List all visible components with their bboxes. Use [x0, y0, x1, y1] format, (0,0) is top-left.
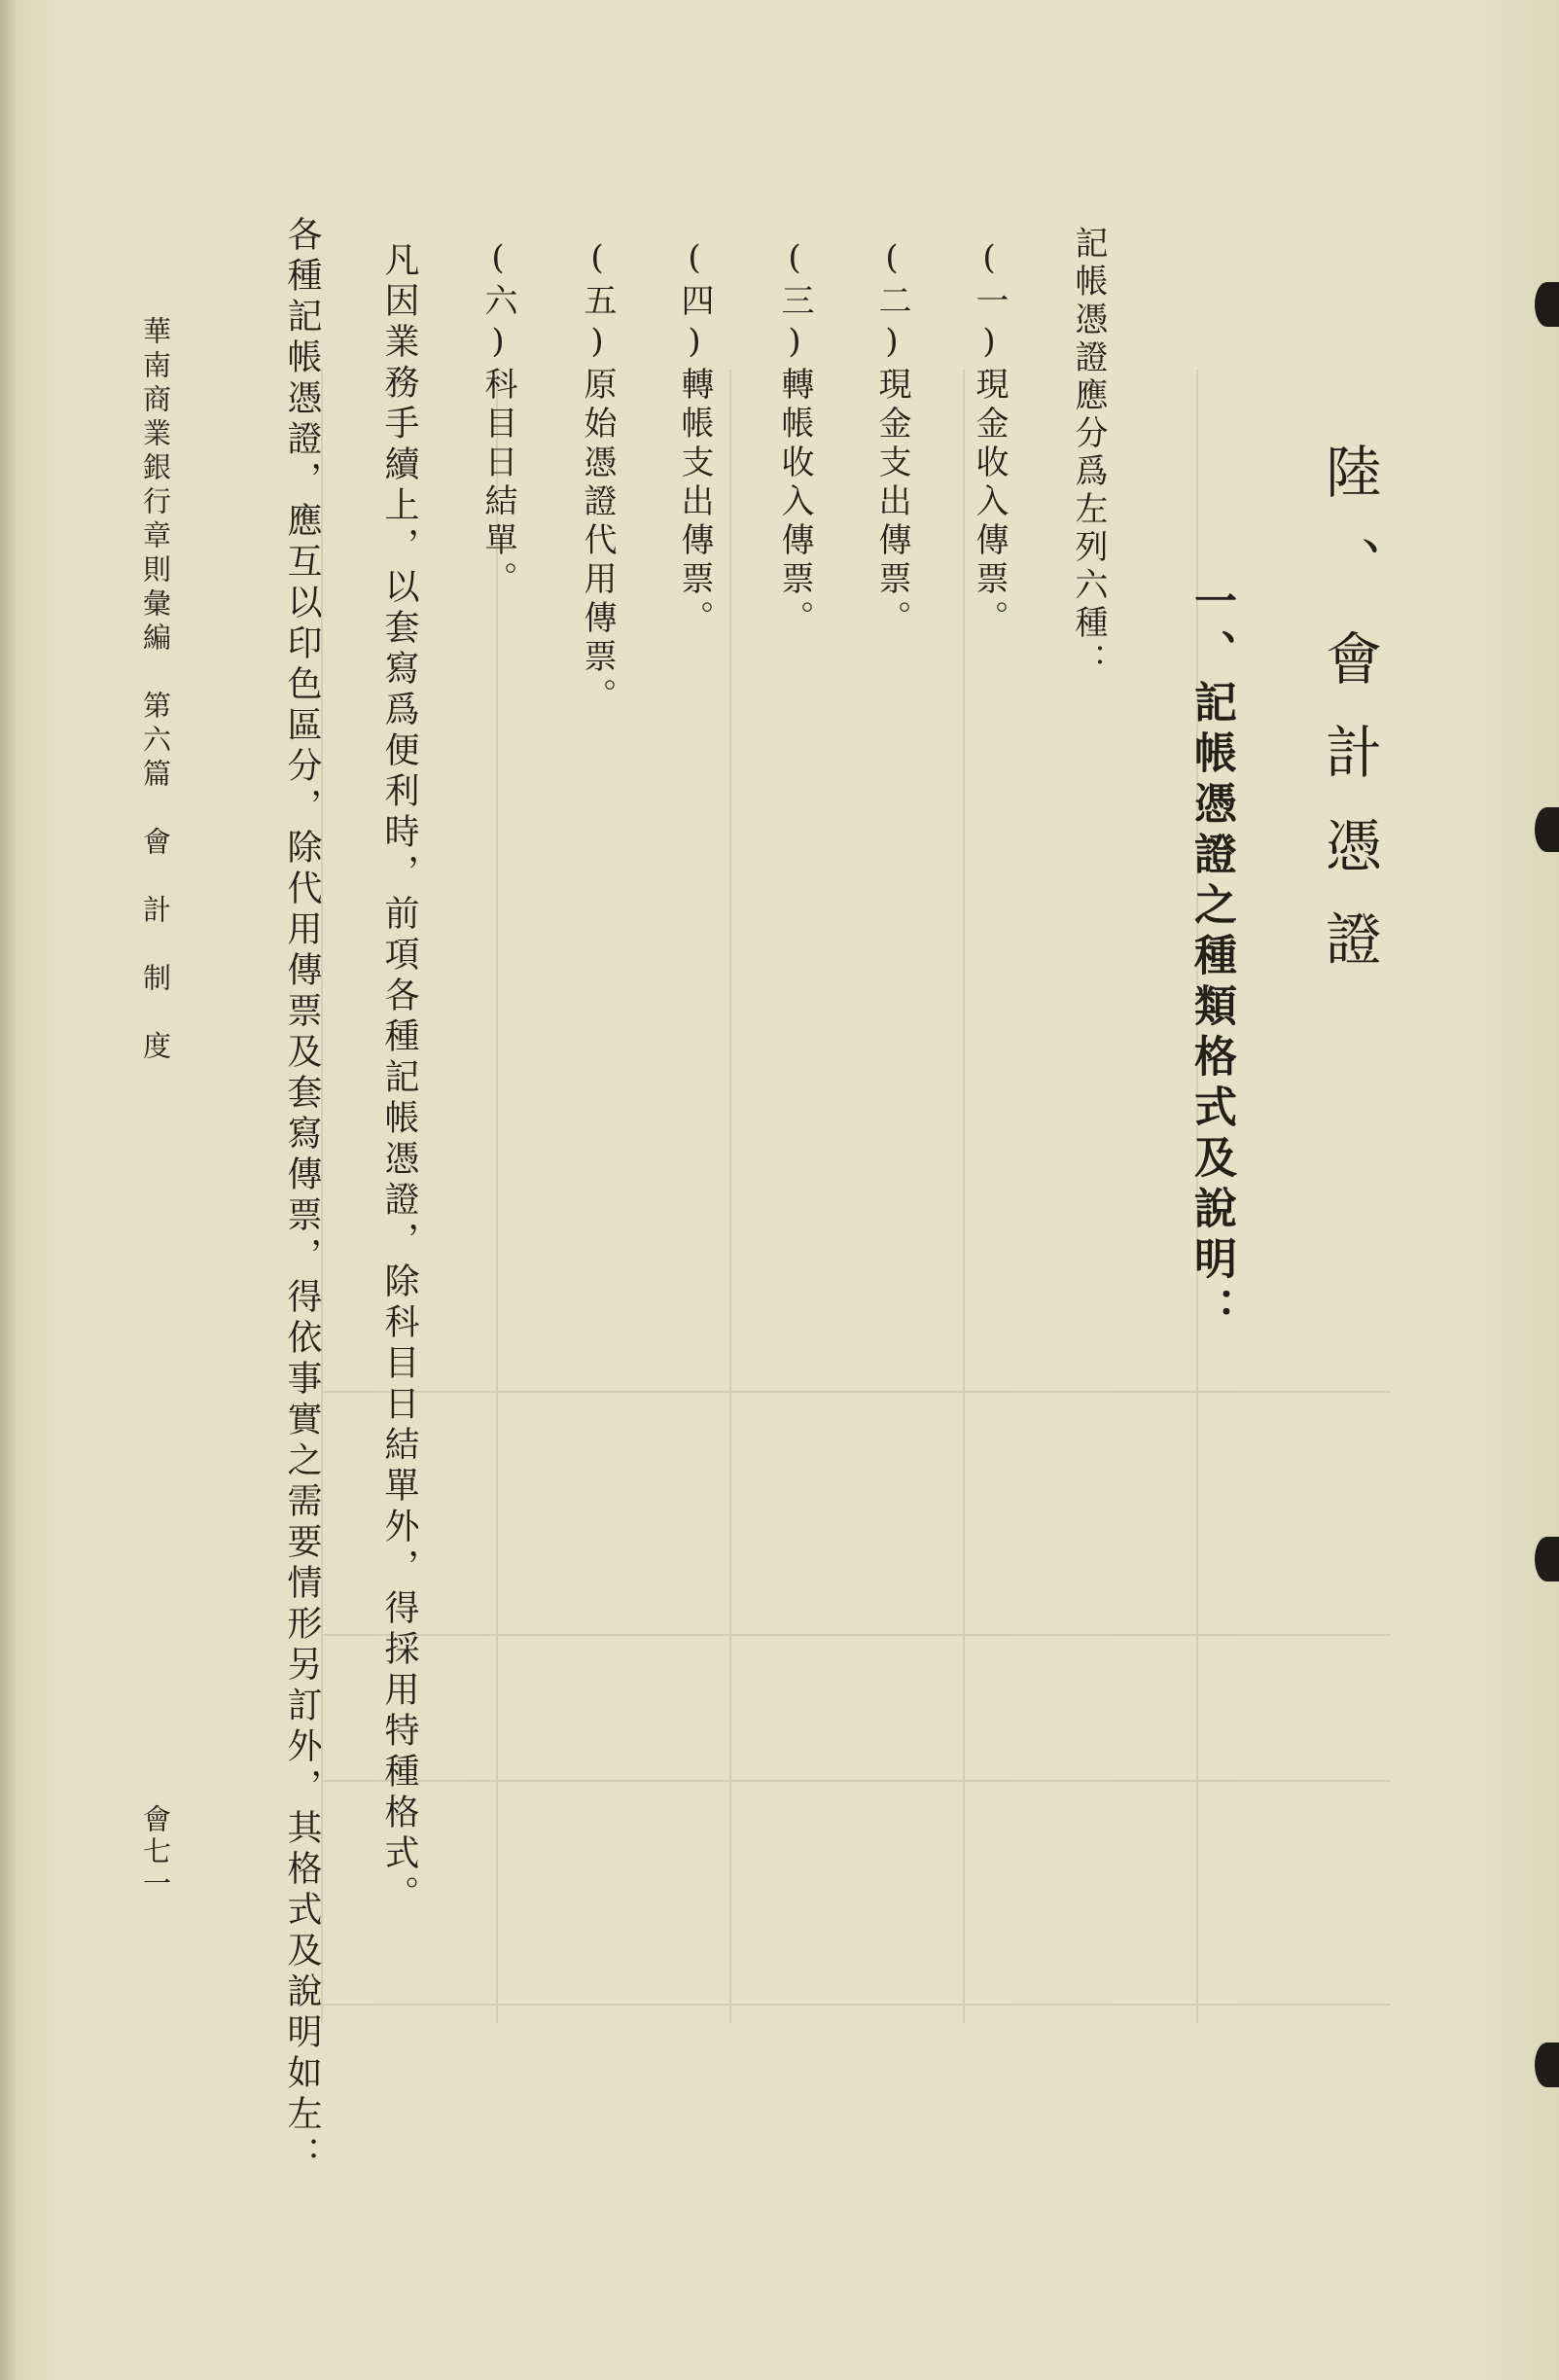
binding-hole: [1535, 807, 1559, 852]
binding-hole: [1535, 282, 1559, 327]
intro-line: 記帳憑證應分爲左列六種：: [1069, 226, 1108, 681]
voucher-type-item: (六)科目日結單。: [478, 238, 517, 600]
voucher-type-item: (四)轉帳支出傳票。: [675, 238, 714, 639]
binding-hole: [1535, 1537, 1559, 1581]
voucher-type-item: (一)現金收入傳票。: [970, 238, 1009, 639]
running-footer-title: 華南商業銀行章則彙編 第六篇 會 計 制 度: [139, 316, 172, 1065]
page-binding-edge: [0, 0, 16, 2380]
page-title: 陸、會計憑證: [1316, 443, 1382, 1003]
page-number: 會七一: [139, 1804, 172, 1900]
body-paragraph: 各種記帳憑證，應互以印色區分，除代用傳票及套寫傳票，得依事實之需要情形另訂外，其格式及說明如左：: [282, 216, 322, 2177]
binding-hole: [1535, 2043, 1559, 2087]
section-heading: 一、記帳憑證之種類格式及說明：: [1187, 579, 1236, 1337]
body-paragraph: 凡因業務手續上，以套寫爲便利時，前項各種記帳憑證，除科目日結單外，得採用特種格式。: [379, 241, 419, 1916]
voucher-type-item: (三)轉帳收入傳票。: [775, 238, 814, 639]
voucher-type-item: (二)現金支出傳票。: [872, 238, 911, 639]
voucher-type-item: (五)原始憑證代用傳票。: [578, 238, 617, 717]
